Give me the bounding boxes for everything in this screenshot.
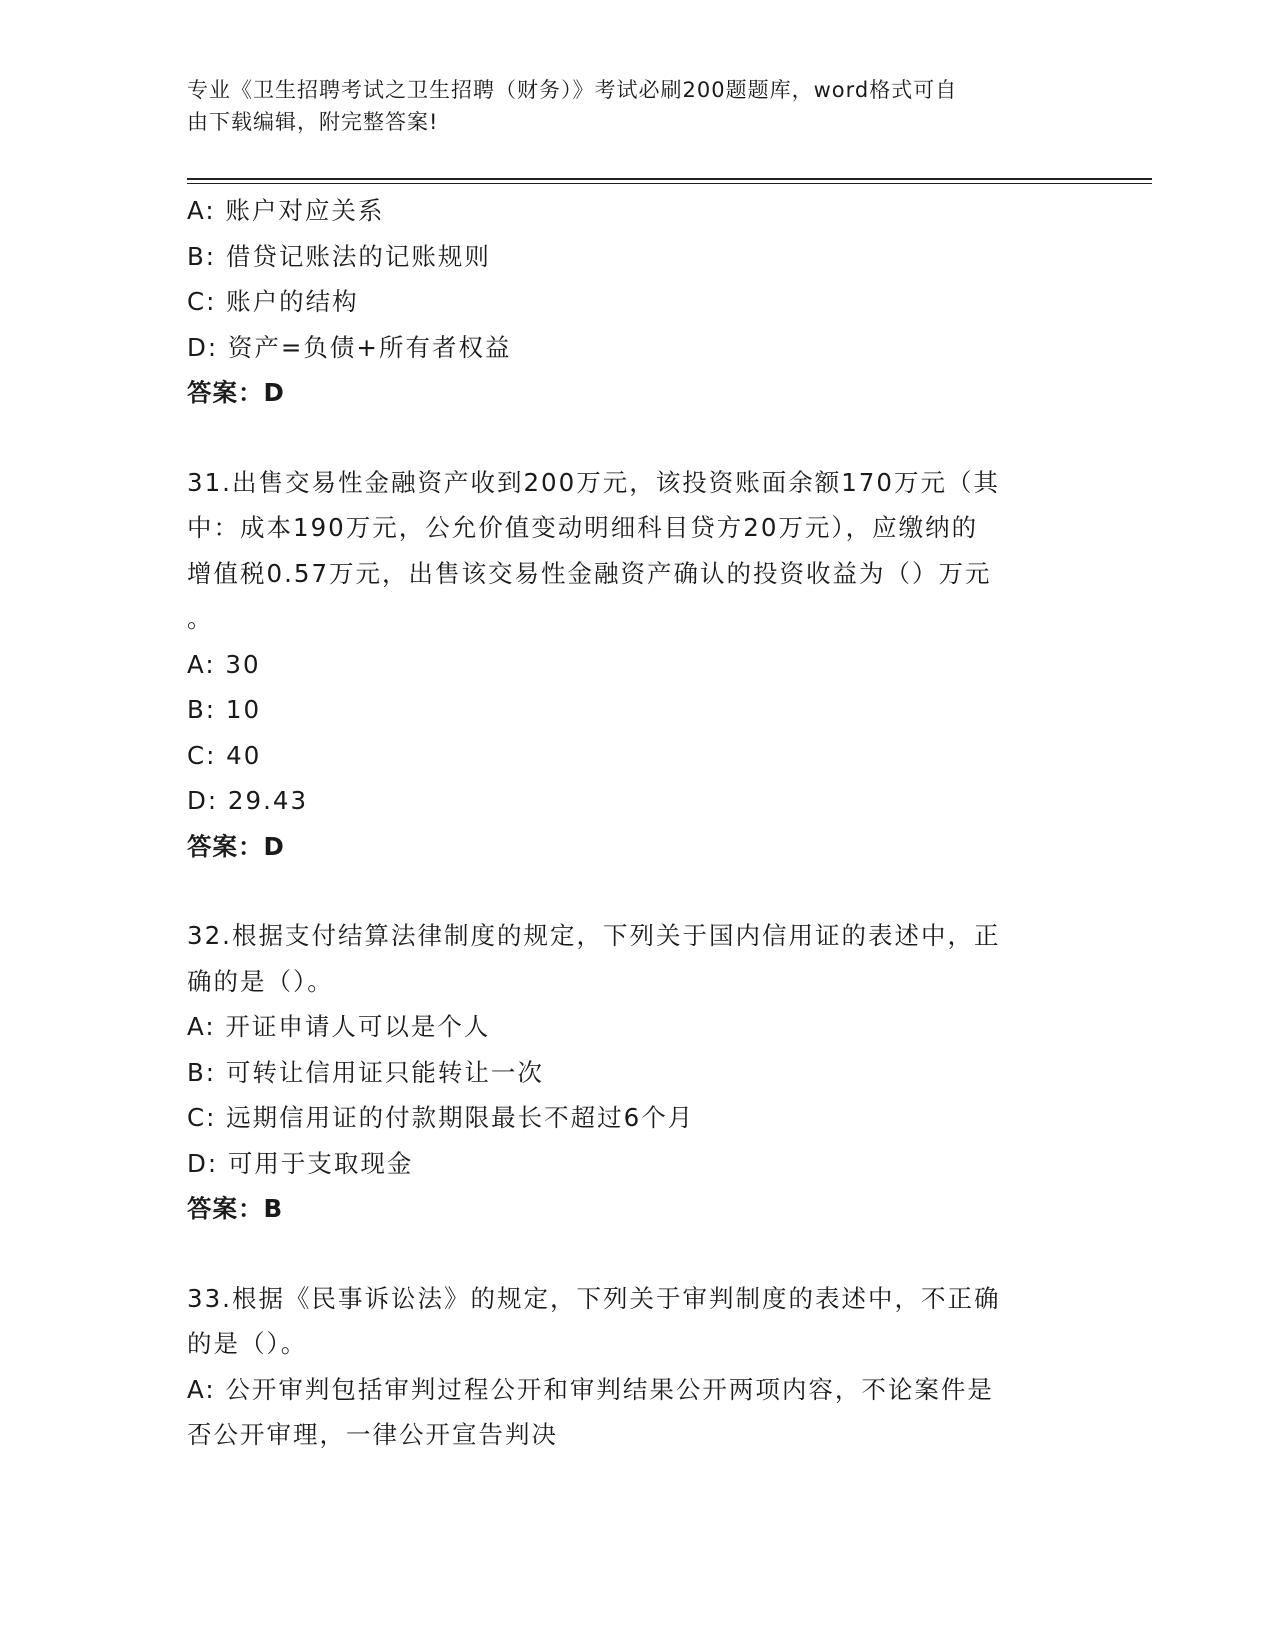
option-a-continued: 否公开审理，一律公开宣告判决 — [187, 1420, 558, 1449]
option-a: A: 账户对应关系 — [187, 196, 385, 225]
header-line-1: 专业《卫生招聘考试之卫生招聘（财务）》考试必刷200题题库，word格式可自 — [187, 78, 958, 102]
option-c: C: 40 — [187, 740, 262, 770]
header-line-2: 由下载编辑，附完整答案! — [187, 110, 439, 134]
question-text-line: 增值税0.57万元，出售该交易性金融资产确认的投资收益为（）万元 — [187, 558, 992, 588]
question-31 — [187, 460, 1072, 870]
spacer — [187, 1232, 1072, 1276]
document-header — [187, 74, 1067, 138]
option-d: D: 可用于支取现金 — [187, 1148, 414, 1178]
option-d: D: 29.43 — [187, 786, 309, 815]
option-b: B: 可转让信用证只能转让一次 — [187, 1057, 544, 1087]
option-b: B: 借贷记账法的记账规则 — [187, 241, 491, 271]
question-text-line: 31.出售交易性金融资产收到200万元，该投资账面余额170万元（其 — [187, 467, 1000, 497]
question-text-line: 32.根据支付结算法律制度的规定，下列关于国内信用证的表述中，正 — [187, 921, 1001, 950]
spacer — [187, 416, 1072, 460]
question-text-line: 的是（）。 — [187, 1329, 308, 1358]
question-text-line: 中：成本190万元，公允价值变动明细科目贷方20万元），应缴纳的 — [187, 513, 979, 542]
question-content — [187, 188, 1072, 1458]
option-a: A: 30 — [187, 649, 261, 679]
answer: 答案：D — [187, 831, 285, 861]
question-32 — [187, 913, 1072, 1232]
question-text-line: 确的是（）。 — [187, 966, 334, 996]
spacer — [187, 869, 1072, 913]
header-divider-thick — [187, 178, 1152, 180]
option-a: A: 公开审判包括审判过程公开和审判结果公开两项内容，不论案件是 — [187, 1374, 994, 1404]
option-c: C: 远期信用证的付款期限最长不超过6个月 — [187, 1103, 695, 1132]
answer: 答案：D — [187, 378, 285, 407]
answer: 答案：B — [187, 1194, 284, 1223]
option-a: A: 开证申请人可以是个人 — [187, 1012, 491, 1041]
option-c: C: 账户的结构 — [187, 287, 359, 316]
option-b: B: 10 — [187, 695, 262, 724]
question-30 — [187, 188, 1072, 416]
header-divider-thin — [187, 183, 1152, 184]
question-33 — [187, 1276, 1072, 1458]
question-text-line: 33.根据《民事诉讼法》的规定，下列关于审判制度的表述中，不正确 — [187, 1283, 1001, 1313]
question-text-line: 。 — [187, 604, 214, 633]
option-d: D: 资产=负债+所有者权益 — [187, 332, 512, 362]
